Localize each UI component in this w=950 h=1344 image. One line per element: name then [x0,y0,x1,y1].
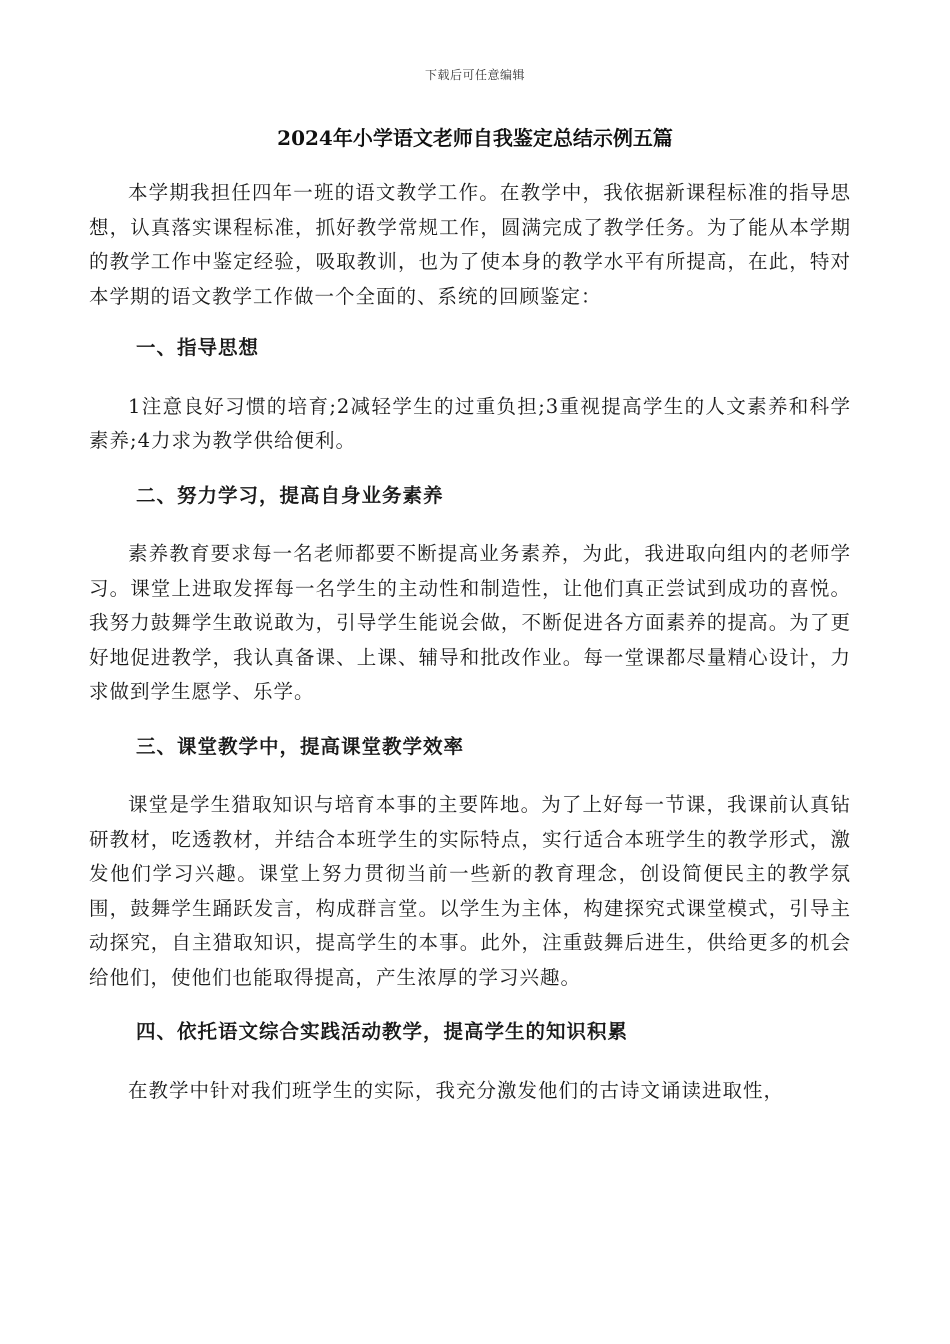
section-heading-4: 四、依托语文综合实践活动教学，提高学生的知识积累 [136,1020,629,1043]
section-heading-1: 一、指导思想 [136,336,260,359]
header-note: 下载后可任意编辑 [424,68,525,82]
section-body-4: 在教学中针对我们班学生的实际，我充分激发他们的古诗文诵读进取性， [128,1078,785,1102]
section-body-2: 素养教育要求每一名老师都要不断提高业务素养，为此，我进取向组内的老师学习。课堂上进取发挥每一名学生的主动性和制造性，让他们真正尝试到成功的喜悦。我努力鼓舞学生敢说敢为，引导学生能说会做，不断促进各方面素养的提高。为了更好地促进教学，我认真备课、上课、辅导和批改作业。每一堂课都尽量精心设计，力求做到学生愿学、乐学。 [89,542,851,703]
section-body-3: 课堂是学生猎取知识与培育本事的主要阵地。为了上好每一节课，我课前认真钻研教材，吃透教材，并结合本班学生的实际特点，实行适合本班学生的教学形式，激发他们学习兴趣。课堂上努力贯彻当前一些新的教育理念，创设简便民主的教学氛围，鼓舞学生踊跃发言，构成群言堂。以学生为主体，构建探究式课堂模式，引导主动探究，自主猎取知识，提高学生的本事。此外，注重鼓舞后进生，供给更多的机会给他们，使他们也能取得提高，产生浓厚的学习兴趣。 [89,793,851,989]
intro-paragraph: 本学期我担任四年一班的语文教学工作。在教学中，我依据新课程标准的指导思想，认真落实课程标准，抓好教学常规工作，圆满完成了教学任务。为了能从本学期的教学工作中鉴定经验，吸取教训，也为了使本身的教学水平有所提高，在此，特对本学期的语文教学工作做一个全面的、系统的回顾鉴定： [89,181,851,308]
section-heading-2: 二、努力学习，提高自身业务素养 [136,483,444,507]
document-body [89,176,851,1108]
document-title: 2024年小学语文老师自我鉴定总结示例五篇 [277,126,673,150]
section-heading-3: 三、课堂教学中，提高课堂教学效率 [136,734,465,758]
section-body-1: 1注意良好习惯的培育;2减轻学生的过重负担;3重视提高学生的人文素养和科学素养;4力求为教学供给便利。 [89,394,851,452]
